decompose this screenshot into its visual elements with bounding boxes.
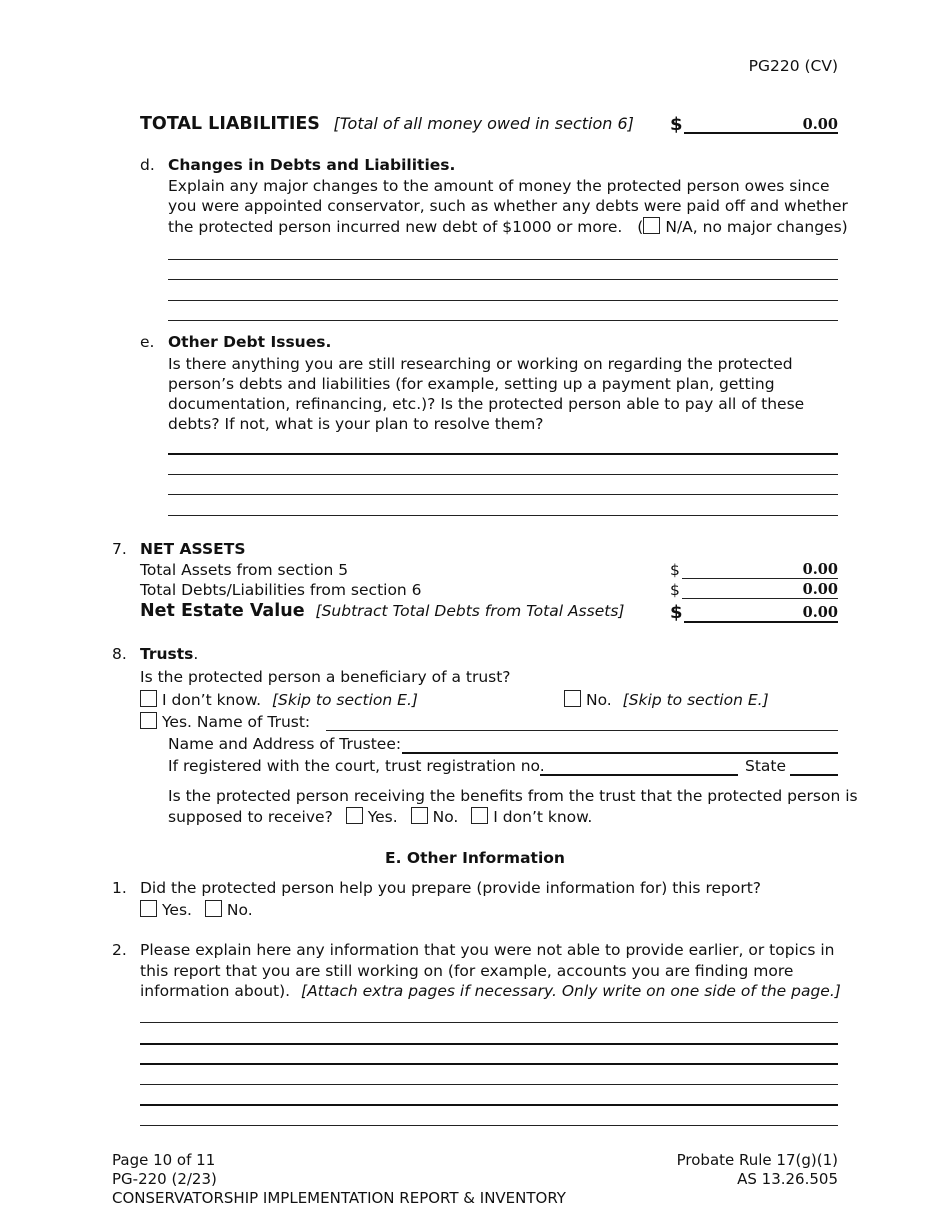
registration-label: If registered with the court, trust registration no. xyxy=(168,757,545,775)
e-q2-answer-line-3[interactable] xyxy=(140,1063,838,1065)
total-assets-field[interactable] xyxy=(682,560,838,579)
benefits-row xyxy=(168,807,592,826)
total-liabilities-label: TOTAL LIABILITIES xyxy=(140,114,320,134)
trust-dont-know-checkbox[interactable] xyxy=(140,690,157,707)
total-liabilities-heading xyxy=(140,114,634,134)
e-q2-answer-line-1[interactable] xyxy=(140,1022,838,1023)
footer-rule: Probate Rule 17(g)(1) xyxy=(676,1151,838,1169)
section-e-heading: E. Other Information xyxy=(385,849,565,867)
total-debts-field[interactable] xyxy=(682,580,838,599)
section-e-title: Other Debt Issues. xyxy=(168,333,332,351)
net-estate-amount: 0.00 xyxy=(802,604,838,621)
net-estate-note: [Subtract Total Debts from Total Assets] xyxy=(315,602,625,620)
e-q1-no-label: No. xyxy=(226,901,253,919)
benefits-dont-know-label: I don’t know. xyxy=(493,808,593,826)
total-assets-label: Total Assets from section 5 xyxy=(140,561,349,579)
trust-yes-row xyxy=(140,712,310,731)
section-e-letter: e. xyxy=(140,333,155,351)
e-q2-answer-line-6[interactable] xyxy=(140,1125,838,1126)
total-liabilities-note: [Total of all money owed in section 6] xyxy=(333,114,634,133)
total-liabilities-amount: 0.00 xyxy=(802,116,838,133)
trust-yes-label: Yes. Name of Trust: xyxy=(162,713,311,731)
trust-no-row xyxy=(564,690,769,709)
e-q2-answer-line-2[interactable] xyxy=(140,1043,838,1045)
registration-number-line[interactable] xyxy=(540,774,738,776)
trust-yes-checkbox[interactable] xyxy=(140,712,157,729)
trust-question: Is the protected person a beneficiary of a trust? xyxy=(140,668,511,686)
net-estate-heading xyxy=(140,601,624,621)
benefits-line1: Is the protected person receiving the benefits from the trust that the protected person is xyxy=(168,787,858,805)
e-q2-number: 2. xyxy=(112,941,127,959)
e-q2-line3-row xyxy=(140,982,841,1000)
e-q2-answer-line-4[interactable] xyxy=(140,1084,838,1085)
benefits-yes-checkbox[interactable] xyxy=(346,807,363,824)
section-7-number: 7. xyxy=(112,540,127,558)
trustee-line[interactable] xyxy=(402,752,838,754)
total-assets-dollar: $ xyxy=(670,561,680,579)
e-q2-line1: Please explain here any information that you were not able to provide earlier, or topics in xyxy=(140,941,835,959)
section-d-letter: d. xyxy=(140,156,155,174)
footer-form-rev: PG-220 (2/23) xyxy=(112,1170,217,1188)
e-q1-options xyxy=(140,900,253,919)
benefits-line2: supposed to receive? xyxy=(168,808,333,826)
e-q1-yes-checkbox[interactable] xyxy=(140,900,157,917)
form-code: PG220 (CV) xyxy=(748,57,838,75)
section-8-number: 8. xyxy=(112,645,127,663)
na-no-changes-label: N/A, no major changes) xyxy=(665,218,848,236)
total-assets-amount: 0.00 xyxy=(802,561,838,578)
e-q1-number: 1. xyxy=(112,879,127,897)
footer-form-title: CONSERVATORSHIP IMPLEMENTATION REPORT & INVENTORY xyxy=(112,1189,566,1207)
section-e-answer-line-4[interactable] xyxy=(168,515,838,516)
section-e-line2: person’s debts and liabilities (for example, setting up a payment plan, getting xyxy=(168,375,775,393)
section-d-line3: the protected person incurred new debt of $1000 or more. xyxy=(168,218,623,236)
net-estate-label: Net Estate Value xyxy=(140,601,305,621)
total-debts-label: Total Debts/Liabilities from section 6 xyxy=(140,581,422,599)
e-q1-no-checkbox[interactable] xyxy=(205,900,222,917)
e-q2-line3: information about). xyxy=(140,982,291,1000)
benefits-no-checkbox[interactable] xyxy=(411,807,428,824)
e-q2-line2: this report that you are still working on (for example, accounts you are finding more xyxy=(140,962,794,980)
section-d-answer-line-3[interactable] xyxy=(168,300,838,301)
net-estate-field[interactable] xyxy=(684,603,838,623)
e-q2-answer-line-5[interactable] xyxy=(140,1104,838,1106)
section-d-line1: Explain any major changes to the amount of money the protected person owes since xyxy=(168,177,830,195)
section-d-paren: ( xyxy=(637,218,644,236)
trust-dont-know-label: I don’t know. xyxy=(162,691,262,709)
section-8-title-period: . xyxy=(193,645,199,663)
section-e-answer-line-1[interactable] xyxy=(168,453,838,455)
trust-name-line[interactable] xyxy=(326,730,838,731)
section-d-answer-line-2[interactable] xyxy=(168,279,838,280)
e-q2-note: [Attach extra pages if necessary. Only write on one side of the page.] xyxy=(301,982,841,1000)
section-8-title: Trusts xyxy=(140,645,194,663)
section-d-answer-line-1[interactable] xyxy=(168,259,838,260)
trust-dont-know-note: [Skip to section E.] xyxy=(271,691,418,709)
net-estate-dollar: $ xyxy=(670,602,683,623)
state-line[interactable] xyxy=(790,774,838,776)
total-liabilities-dollar: $ xyxy=(670,114,683,135)
section-d-answer-line-4[interactable] xyxy=(168,320,838,321)
trust-no-note: [Skip to section E.] xyxy=(622,691,769,709)
section-e-line1: Is there anything you are still researching or working on regarding the protected xyxy=(168,355,793,373)
section-8-heading xyxy=(140,645,198,663)
state-label: State xyxy=(745,757,787,775)
section-d-line2: you were appointed conservator, such as whether any debts were paid off and whether xyxy=(168,197,848,215)
total-debts-dollar: $ xyxy=(670,581,680,599)
benefits-no-label: No. xyxy=(432,808,459,826)
section-7-title: NET ASSETS xyxy=(140,540,246,558)
footer-page: Page 10 of 11 xyxy=(112,1151,216,1169)
total-liabilities-field[interactable] xyxy=(684,114,838,134)
trust-dont-know-row xyxy=(140,690,418,709)
trustee-label: Name and Address of Trustee: xyxy=(168,735,402,753)
benefits-yes-label: Yes. xyxy=(367,808,398,826)
trust-no-label: No. xyxy=(586,691,612,709)
section-d-title: Changes in Debts and Liabilities. xyxy=(168,156,456,174)
footer-statute: AS 13.26.505 xyxy=(737,1170,838,1188)
total-debts-amount: 0.00 xyxy=(802,581,838,598)
section-e-answer-line-2[interactable] xyxy=(168,474,838,475)
e-q1-yes-label: Yes. xyxy=(162,901,192,919)
benefits-dont-know-checkbox[interactable] xyxy=(471,807,488,824)
section-e-line3: documentation, refinancing, etc.)? Is the protected person able to pay all of these xyxy=(168,395,805,413)
section-e-line4: debts? If not, what is your plan to resolve them? xyxy=(168,415,544,433)
trust-no-checkbox[interactable] xyxy=(564,690,581,707)
na-no-changes-checkbox[interactable] xyxy=(643,217,660,234)
section-e-answer-line-3[interactable] xyxy=(168,494,838,495)
e-q1-text: Did the protected person help you prepare (provide information for) this report? xyxy=(140,879,762,897)
section-d-line3-row xyxy=(168,217,848,236)
